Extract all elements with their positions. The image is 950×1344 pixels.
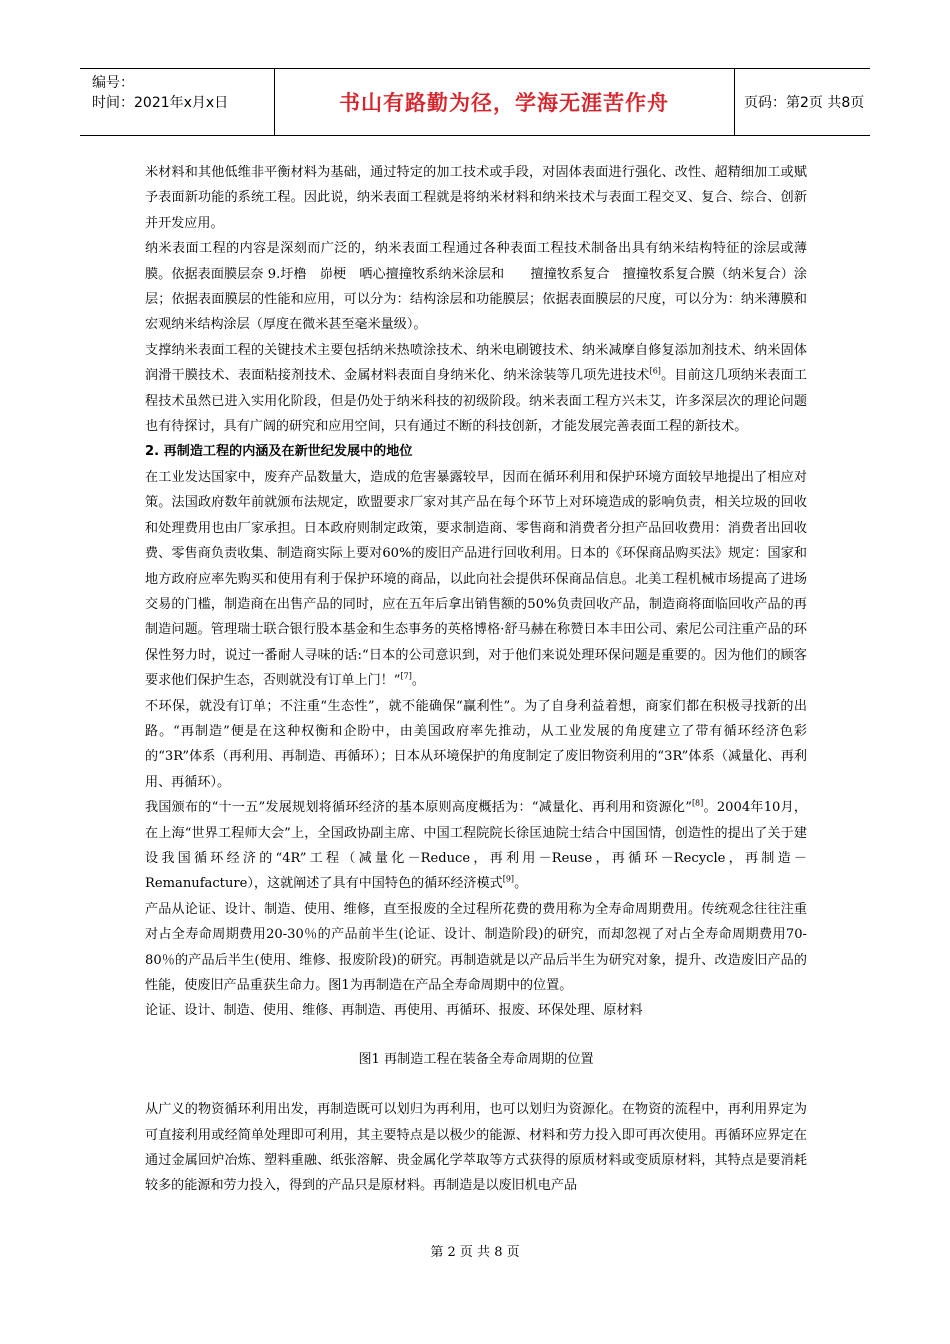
page-header: [80, 68, 870, 136]
citation-ref: [9]: [502, 875, 515, 885]
figure-caption: 图1 再制造工程在装备全寿命周期的位置: [358, 1051, 594, 1067]
paragraph: [145, 795, 807, 897]
paragraph-text: 。目前这几项纳米表面工程技术虽然已进入实用化阶段，但是仍处于纳米科技的初级阶段。纳米表面工程方兴未艾，许多深层次的理论问题也有待探讨，具有广阔的研究和应用空间，只有通过不断的科技创新，才能发展完善表面工程的新技术。: [145, 368, 808, 435]
paragraph: 米材料和其他低维非平衡材料为基础，通过特定的加工技术或手段，对固体表面进行强化、改性、超精细加工或赋予表面新功能的系统工程。因此说，纳米表面工程就是将纳米材料和纳米技术与表面工程交叉、复合、综合、创新并开发应用。: [145, 165, 807, 231]
paragraph: 从广义的物资循环利用出发，再制造既可以划归为再利用，也可以划归为资源化。在物资的流程中，再利用界定为可直接利用或经简单处理即可利用，其主要特点是以极少的能源、材料和劳力投入即可再次使用。再循环应界定在通过金属回炉冶炼、塑料重融、纸张溶解、贵金属化学萃取等方式获得的原质材料或变质原材料，其特点是要消耗较多的能源和劳力投入，得到的产品只是原材料。再制造是以废旧机电产品: [145, 1102, 807, 1194]
paragraph: [145, 338, 807, 440]
paragraph-text: 我国颁布的“十一五”发展规划将循环经济的基本原则高度概括为：“减量化、再利用和资源化”: [145, 800, 692, 816]
paragraph: 产品从论证、设计、制造、使用、维修，直至报废的全过程所花费的费用称为全寿命周期费用。传统观念往往注重对占全寿命周期费用20-30％的产品前半生(论证、设计、制造阶段)的研究，而却忽视了对占全寿命周期费用70-80％的产品后半生(使用、维修、报废阶段)的研究。再制造就是以产品后半生为研究对象，提升、改造废旧产品的性能，使废旧产品重获生命力。图1为再制造在产品全寿命周期中的位置。: [145, 901, 807, 993]
paragraph: [145, 465, 807, 694]
document-number-label: 编号：: [92, 75, 134, 91]
paragraph-text: 支撑纳米表面工程的关键技术主要包括纳米热喷涂技术、纳米电刷镀技术、纳米减摩自修复添加剂技术、纳米固体润滑干膜技术、表面粘接剂技术、金属材料表面自身纳米化、纳米涂装等几项先进技术: [145, 342, 807, 384]
header-meta: [80, 69, 275, 135]
citation-ref: [6]: [649, 366, 661, 376]
paragraph: 纳米表面工程的内容是深刻而广泛的，纳米表面工程通过各种表面工程技术制备出具有纳米结构特征的涂层或薄膜。依据表面膜层奈 9.圩橹 峁梗 哂心擅撞牧系纳米涂层和 擅撞牧系复合 擅撞牧系复合膜（纳米复合）涂层；依据表面膜层的性能和应用，可以分为：结构涂层和功能膜层；依据表面膜层的尺度，可以分为：纳米薄膜和宏观纳米结构涂层（厚度在微米甚至毫米量级）。: [145, 241, 807, 333]
figure-content-text: 论证、设计、制造、使用、维修、再制造、再使用、再循环、报废、环保处理、原材料: [145, 1003, 643, 1019]
paragraph: 不环保，就没有订单；不注重“生态性”，就不能确保“赢利性”。为了自身利益着想，商家们都在积极寻找新的出路。“再制造”便是在这种权衡和企盼中，由美国政府率先推动，从工业发展的角度建立了带有循环经济色彩的“3R”体系（再利用、再制造、再循环）；日本从环境保护的角度制定了废旧物资利用的“3R”体系（减量化、再利用、再循环）。: [145, 698, 807, 790]
page-footer: 第 2 页 共 8 页: [430, 1245, 520, 1260]
paragraph-text: 。: [411, 673, 425, 689]
paragraph-text: 在工业发达国家中，废弃产品数量大，造成的危害暴露较早，因而在循环利用和保护环境方面较早地提出了相应对策。法国政府数年前就颁布法规定，欧盟要求厂家对其产品在每个环节上对环境造成的影响负责，相关垃圾的回收和处理费用也由厂家承担。日本政府则制定政策，要求制造商、零售商和消费者分担产品回收费用：消费者出回收费、零售商负责收集、制造商实际上要对60%的废旧产品进行回收利用。日本的《环保商品购买法》规定：国家和地方政府应率先购买和使用有利于保护环境的商品，以此向社会提供环保商品信息。北美工程机械市场提高了进场交易的门槛，制造商在出售产品的同时，应在五年后拿出销售额的50%负责回收产品，制造商将面临回收产品的再制造问题。管理瑞士联合银行股本基金和生态事务的英格博格·舒马赫在称赞日本丰田公司、索尼公司注重产品的环保性努力时，说过一番耐人寻味的话:“日本的公司意识到，对于他们来说处理环保问题是重要的。因为他们的顾客要求他们保护生态，否则就没有订单上门！”: [145, 469, 807, 689]
section-heading: 2. 再制造工程的内涵及在新世纪发展中的地位: [145, 444, 413, 460]
document-date-label: 时间：2021年x月x日: [92, 95, 229, 111]
citation-ref: [8]: [691, 798, 704, 808]
document-body: [145, 160, 807, 1199]
paragraph-text: 。2004年10月，在上海“世界工程师大会”上，全国政协副主席、中国工程院院长徐匡迪院士结合中国国情，创造性的提出了关于建设我国循环经济的“4R”工程（减量化－Reduce，再利用－Reuse，再循环－Recycle，再制造－Remanufacture），这就阐述了具有中国特色的循环经济模式: [145, 800, 807, 892]
header-motto: 书山有路勤为径，学海无涯苦作舟: [274, 69, 735, 135]
header-page-number: 页码：第2页 共8页: [744, 95, 865, 111]
citation-ref: [7]: [400, 671, 412, 681]
paragraph-text: 。: [514, 876, 528, 892]
